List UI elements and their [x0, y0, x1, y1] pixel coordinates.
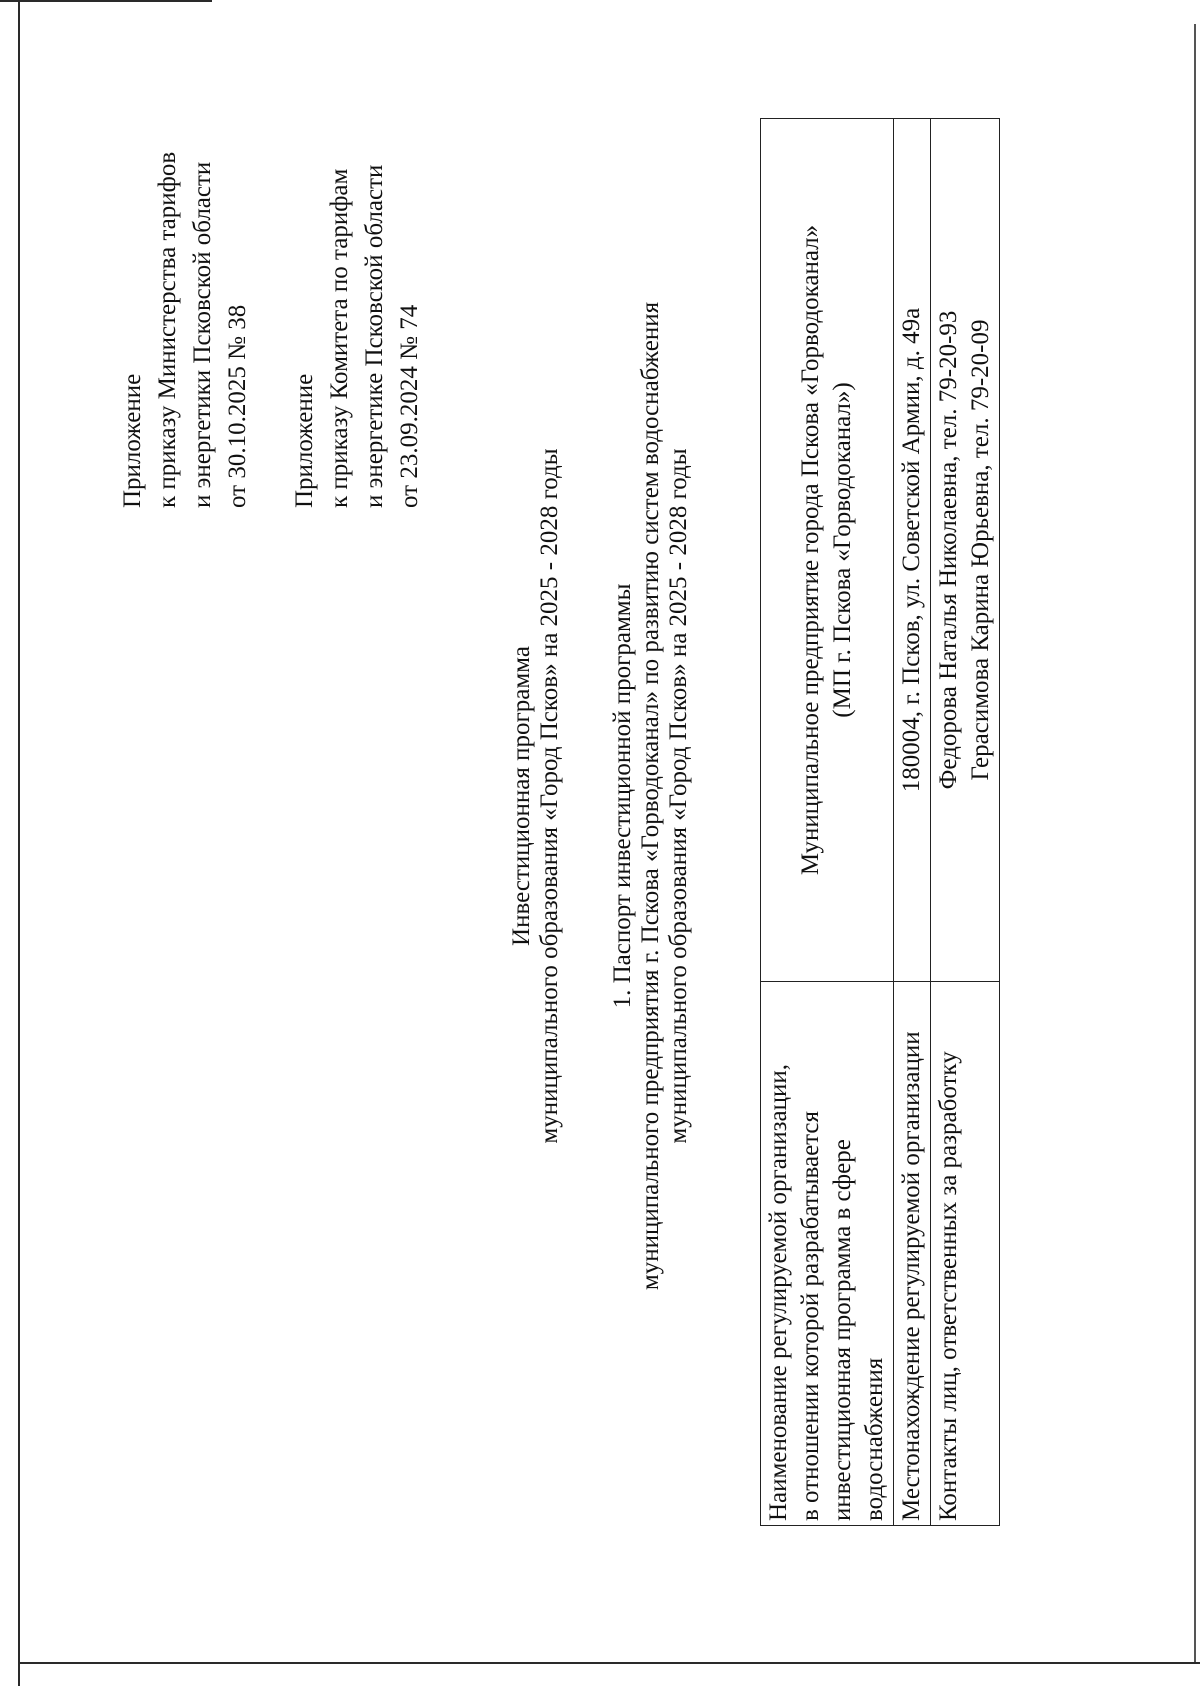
organization-name-value: [761, 119, 894, 982]
value-line: Федорова Наталья Николаевна, тел. 79-20-93: [935, 310, 962, 790]
appendix-current-line3: и энергетики Псковской области: [189, 161, 216, 508]
value-line: 180004, г. Псков, ул. Советской Армии, д. 49а: [898, 307, 925, 793]
label-line: Наименование регулируемой организации,: [765, 1064, 792, 1521]
passport-table: [760, 118, 1000, 1526]
appendix-previous-line4: от 23.09.2024 № 74: [396, 304, 423, 508]
table-row: [894, 119, 931, 1526]
passport-title-line3: муниципального образования «Город Псков» на 2025 - 2028 годы: [665, 448, 692, 1144]
program-title-line1: Инвестиционная программа: [508, 646, 535, 946]
organization-location-label: [894, 982, 931, 1526]
label-line: в отношении которой разрабатывается: [797, 1111, 824, 1521]
table-row: [931, 119, 1000, 1526]
appendix-current: [115, 152, 255, 508]
passport-title-line2: муниципального предприятия г. Пскова «Горводоканал» по развитию систем водоснабжения: [637, 301, 664, 1291]
label-line: Контакты лиц, ответственных за разработку: [935, 1051, 962, 1521]
appendix-current-line1: Приложение: [119, 373, 146, 508]
program-title: [508, 56, 564, 1536]
passport-title-line1: 1. Паспорт инвестиционной программы: [609, 583, 636, 1009]
organization-name-label: [761, 982, 894, 1526]
label-line: инвестиционная программа в сфере: [829, 1139, 856, 1521]
appendix-previous-line3: и энергетике Псковской области: [361, 164, 388, 508]
value-line: Герасимова Карина Юрьевна, тел. 79-20-09: [967, 319, 994, 781]
label-line: Местонахождение регулируемой организации: [898, 1031, 925, 1521]
appendix-current-line4: от 30.10.2025 № 38: [224, 304, 251, 508]
contacts-label: [931, 982, 1000, 1526]
program-title-line2: муниципального образования «Город Псков» на 2025 - 2028 годы: [536, 448, 563, 1144]
contacts-value: [931, 119, 1000, 982]
appendix-previous: [287, 165, 427, 508]
label-line: водоснабжения: [861, 1357, 888, 1521]
passport-title: [609, 56, 693, 1536]
appendix-previous-line1: Приложение: [291, 373, 318, 508]
table-row: [761, 119, 894, 1526]
value-line: Муниципальное предприятие города Пскова «Горводоканал»: [797, 224, 824, 876]
appendix-current-line2: к приказу Министерства тарифов: [154, 151, 181, 508]
appendix-previous-line2: к приказу Комитета по тарифам: [326, 168, 353, 508]
value-line: (МП г. Пскова «Горводоканал»): [829, 382, 856, 718]
organization-location-value: [894, 119, 931, 982]
